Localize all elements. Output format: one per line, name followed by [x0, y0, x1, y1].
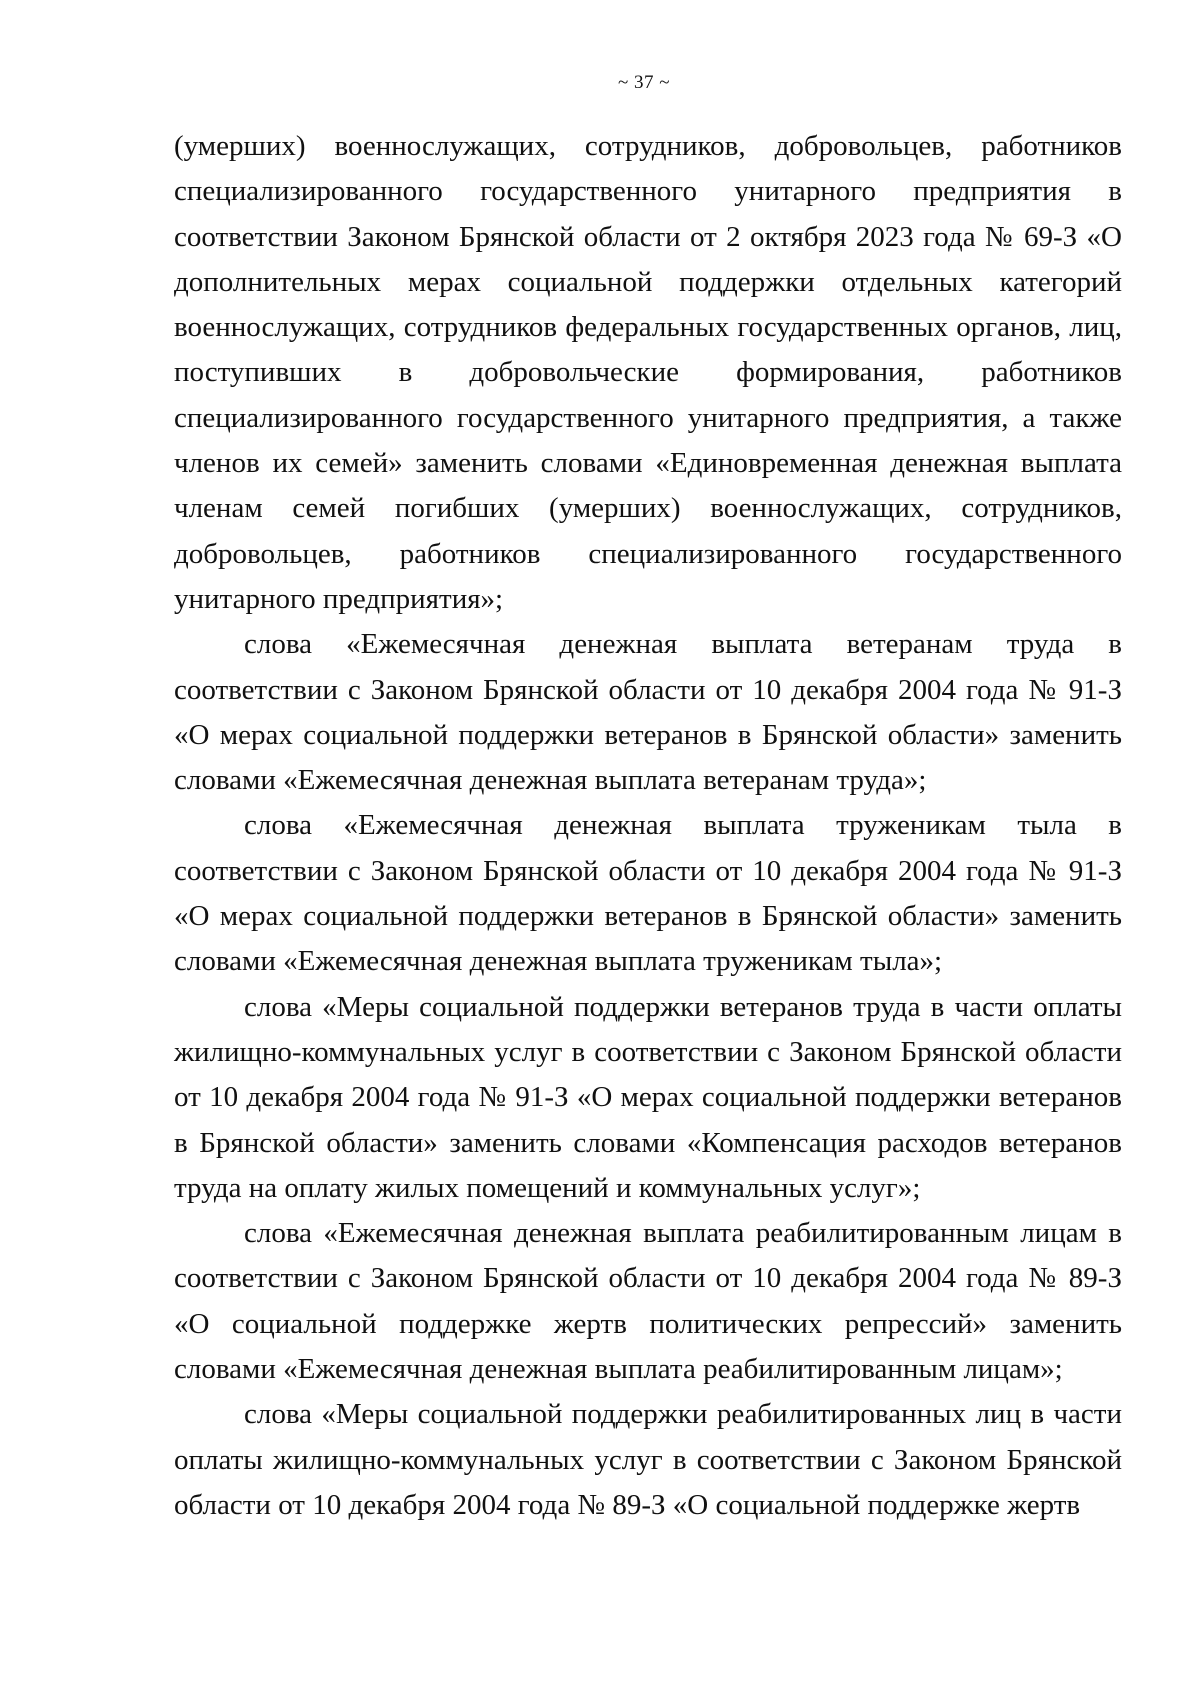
paragraph-rehabilitated-persons-payment: слова «Ежемесячная денежная выплата реабилитированным лицам в соответствии с Законом Брянской области от 10 декабря 2004 года № 89-З «О социальной поддержке жертв политических репрессий» заменить словами «Ежемесячная денежная выплата реабилитированным лицам»; [174, 1217, 1122, 1386]
paragraph-continuation: (умерших) военнослужащих, сотрудников, добровольцев, работников специализированного государственного унитарного предприятия в соответствии Законом Брянской области от 2 октября 2023 года № 69-З «О дополнительных мерах социальной поддержки отдельных категорий военнослужащих, сотрудников федеральных государственных органов, лиц, поступивших в добровольческие формирования, работников специализированного государственного унитарного предприятия, а также членов их семей» заменить словами «Единовременная денежная выплата членам семей погибших (умерших) военнослужащих, сотрудников, добровольцев, работников специализированного государственного унитарного предприятия»; [174, 130, 1122, 615]
paragraph-rehabilitated-persons-housing: слова «Меры социальной поддержки реабилитированных лиц в части оплаты жилищно-коммунальных услуг в соответствии с Законом Брянской области от 10 декабря 2004 года № 89-З «О социальной поддержке жертв [174, 1398, 1122, 1521]
document-body [174, 124, 1122, 1528]
paragraph-home-front-workers-payment: слова «Ежемесячная денежная выплата труженикам тыла в соответствии с Законом Брянской области от 10 декабря 2004 года № 91-З «О мерах социальной поддержки ветеранов в Брянской области» заменить словами «Ежемесячная денежная выплата труженикам тыла»; [174, 809, 1122, 978]
paragraph-veterans-housing-compensation: слова «Меры социальной поддержки ветеранов труда в части оплаты жилищно-коммунальных услуг в соответствии с Законом Брянской области от 10 декабря 2004 года № 91-З «О мерах социальной поддержки ветеранов в Брянской области» заменить словами «Компенсация расходов ветеранов труда на оплату жилых помещений и коммунальных услуг»; [174, 990, 1122, 1204]
page-number: ~ 37 ~ [617, 72, 671, 93]
paragraph-veterans-of-labour-payment: слова «Ежемесячная денежная выплата ветеранам труда в соответствии с Законом Брянской области от 10 декабря 2004 года № 91-З «О мерах социальной поддержки ветеранов в Брянской области» заменить словами «Ежемесячная денежная выплата ветеранам труда»; [174, 628, 1122, 797]
